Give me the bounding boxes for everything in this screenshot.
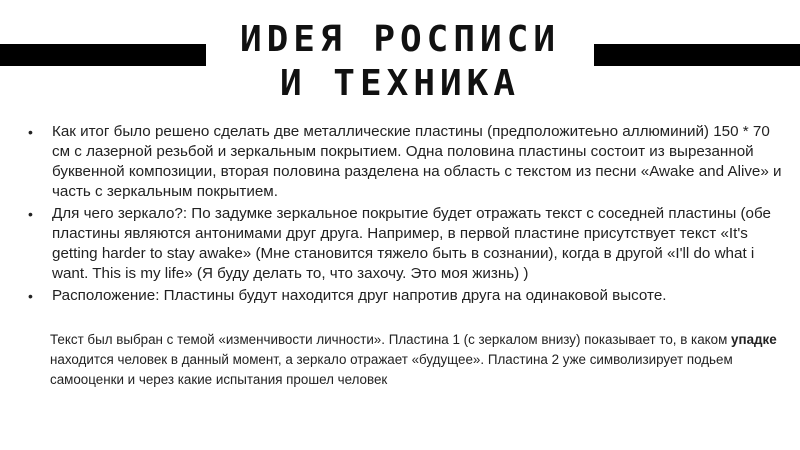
bullet-dot-icon: •: [28, 124, 33, 140]
title-line-2: И ТЕХНИКА: [279, 63, 521, 104]
bullet-item: [28, 122, 788, 202]
title-line-1: ИDЕЯ РОСПИСИ: [239, 19, 561, 60]
bullet-item: [28, 204, 788, 284]
note-emphasis: упадке: [731, 332, 777, 347]
bullet-dot-icon: •: [28, 288, 33, 304]
bullet-item: [28, 286, 788, 306]
note-paragraph: [50, 330, 790, 390]
title-bar-left: [0, 44, 206, 66]
bullet-text: Для чего зеркало?: По задумке зеркальное покрытие будет отражать текст с соседней пластины (обе пластины являются антонимами друг друга. Например, в первой пластине присутствует текст «It's getting harder to stay awake» (Мне становится тяжело быть в сознании), когда в другой «I'll do what i want. This is my life» (Я буду делать то, что захочу. Это моя жизнь) ): [52, 205, 771, 282]
note-text-after: находится человек в данный момент, а зеркало отражает «будущее». Пластина 2 уже символизирует подьем самооценки и через какие испытания прошел человек: [50, 352, 733, 387]
bullet-dot-icon: •: [28, 206, 33, 222]
title-bar-right: [594, 44, 800, 66]
bullet-text: Расположение: Пластины будут находится друг напротив друга на одинаковой высоте.: [52, 287, 667, 304]
bullet-list: [28, 122, 788, 308]
note-text-before: Текст был выбран с темой «изменчивости личности». Пластина 1 (с зеркалом внизу) показывает то, в каком: [50, 332, 732, 347]
page-title: [206, 18, 594, 106]
bullet-text: Как итог было решено сделать две металлические пластины (предположитеьно аллюминий) 150 * 70 см с лазерной резьбой и зеркальным покрытием. Одна половина пластины состоит из вырезанной буквенной композиции, вторая половина разделена на область с текстом из песни «Awake and Alive» и часть с зеркальным покрытием.: [52, 123, 782, 200]
